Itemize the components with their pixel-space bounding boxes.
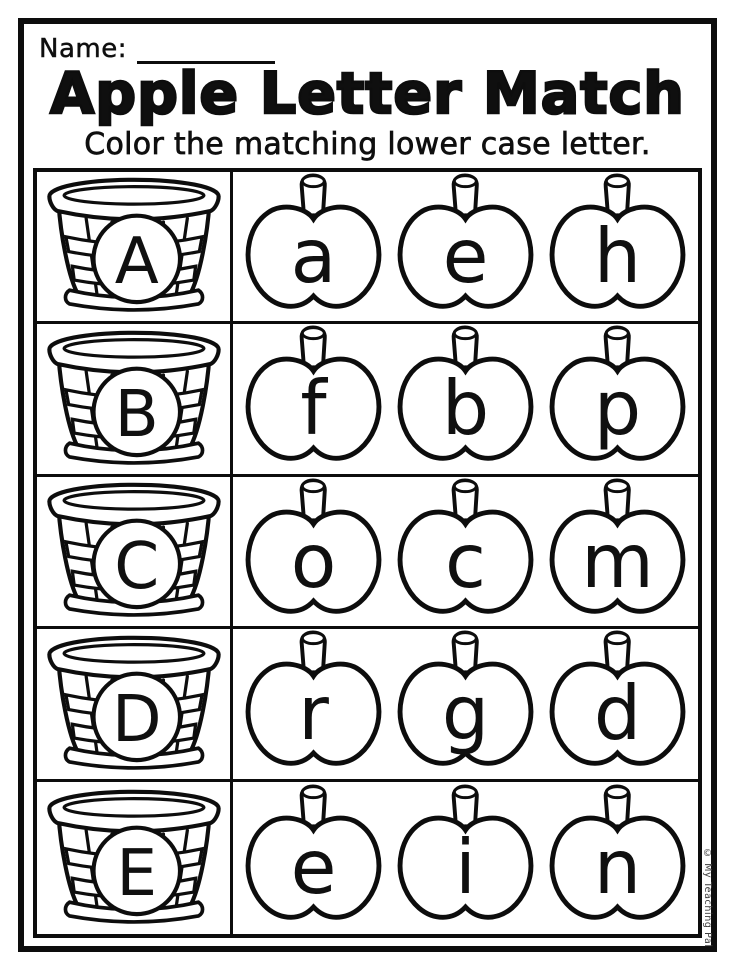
apple-icon <box>240 629 387 778</box>
match-row <box>37 324 698 476</box>
apple-icon <box>392 477 539 626</box>
match-grid <box>33 168 702 938</box>
name-blank-line <box>137 37 275 64</box>
apples-cell <box>233 172 698 321</box>
basket-cell <box>37 324 233 473</box>
apple-letter: h <box>593 212 642 300</box>
apple-letter: d <box>593 670 642 758</box>
apple-basket-icon <box>42 788 226 928</box>
match-row <box>37 629 698 781</box>
watermark: © My Teaching Pal <box>702 848 713 948</box>
worksheet-instructions: Color the matching lower case letter. <box>84 126 651 162</box>
apple-icon <box>544 783 691 932</box>
apple-icon <box>544 324 691 473</box>
apple-letter: i <box>455 824 476 912</box>
worksheet-title: Apple Letter Match <box>50 61 685 127</box>
basket-cell <box>37 629 233 778</box>
apple-letter: g <box>441 670 490 758</box>
apple-icon <box>240 172 387 321</box>
apple-basket-icon <box>42 634 226 774</box>
basket-cell <box>37 782 233 935</box>
basket-letter: E <box>115 835 157 911</box>
apple-icon <box>544 172 691 321</box>
basket-cell <box>37 477 233 627</box>
basket-letter: D <box>111 681 162 757</box>
apple-letter: b <box>441 365 490 453</box>
apples-cell <box>233 477 698 627</box>
apple-letter: p <box>593 365 642 453</box>
name-row <box>39 30 702 64</box>
apple-letter: m <box>581 517 654 605</box>
apples-cell <box>233 324 698 473</box>
apple-icon <box>240 783 387 932</box>
match-row <box>37 477 698 630</box>
apple-basket-icon <box>42 481 226 621</box>
apples-cell <box>233 782 698 935</box>
apple-letter: o <box>290 517 337 605</box>
apple-letter: e <box>290 824 337 912</box>
match-row <box>37 172 698 324</box>
apple-letter: c <box>445 517 486 605</box>
name-label: Name: <box>39 34 127 64</box>
apples-cell <box>233 629 698 778</box>
apple-icon <box>392 324 539 473</box>
basket-letter: B <box>114 376 159 452</box>
apple-basket-icon <box>42 176 226 316</box>
match-row <box>37 782 698 935</box>
basket-letter: A <box>114 224 159 300</box>
apple-icon <box>392 783 539 932</box>
apple-letter: e <box>442 212 489 300</box>
apple-letter: a <box>290 212 337 300</box>
apple-letter: n <box>593 824 642 912</box>
apple-icon <box>240 324 387 473</box>
apple-icon <box>544 629 691 778</box>
worksheet-border <box>18 18 717 952</box>
apple-letter: r <box>298 670 329 758</box>
apple-letter: f <box>300 365 327 453</box>
apple-icon <box>544 477 691 626</box>
basket-letter: C <box>113 529 159 605</box>
apple-basket-icon <box>42 329 226 469</box>
apple-icon <box>392 172 539 321</box>
apple-icon <box>392 629 539 778</box>
apple-icon <box>240 477 387 626</box>
basket-cell <box>37 172 233 321</box>
